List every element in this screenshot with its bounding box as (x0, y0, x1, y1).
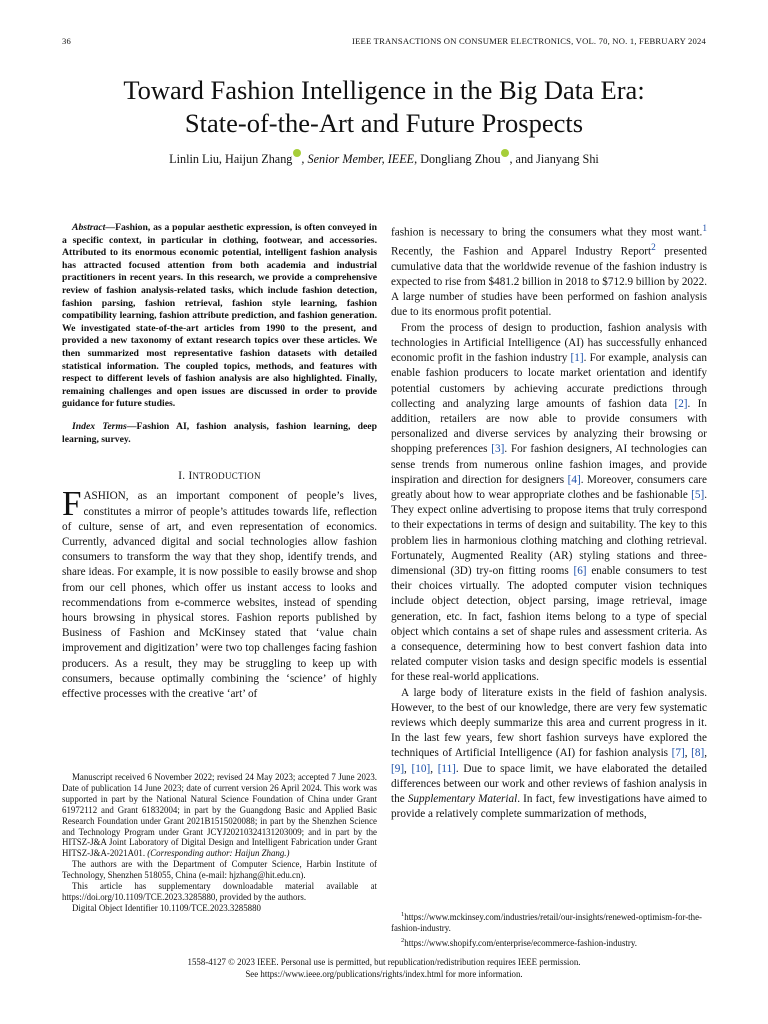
author-3: , and Jianyang Shi (509, 152, 599, 167)
citation-link[interactable]: [10] (411, 762, 431, 775)
index-terms (62, 421, 377, 446)
author-list (40, 150, 728, 167)
index-terms-text: —Fashion AI, fashion analysis, fashion learning, deep learning, survey. (62, 420, 377, 445)
citation-link[interactable]: [11] (437, 762, 456, 775)
footnote-ref-2[interactable]: 2 (651, 242, 656, 253)
title-line-1: Toward Fashion Intelligence in the Big Data Era: (123, 75, 645, 105)
affiliation-note: The authors are with the Department of Computer Science, Harbin Institute of Technology, Shenzhen 518055, China (e-mail: hjzhang@hit.edu.cn). (62, 859, 377, 881)
copyright-footer (40, 956, 728, 980)
citation-link[interactable]: [4] (567, 473, 581, 486)
citation-link[interactable]: [3] (491, 443, 505, 456)
right-column (391, 222, 707, 822)
intro-paragraph-1: FASHION, as an important component of people’s lives, constitutes a mirror of people’s attitudes towards life, reflection of culture, sense of art, and even representation of economics. Currently, advanced digital and social technologies allow fashion consumers to transform the way that they shop, identify trends, and share ideas. For example, it is now possible to easily browse and shop from our cell phones, which offer us instant access to looks and recommendations from e-commerce websites, instead of spending hours browsing in physical stores. Fashion reports published by Business of Fashion and McKinsey stated that ‘value chain improvement and digitization’ were two top challenges facing fashion producers. As a result, they may be struggling to keep up with consumers, because optimally combining the ‘science’ of highly effective processes with the creative ‘art’ of (62, 484, 377, 700)
citation-link[interactable]: [8] (691, 747, 705, 760)
footnote-url-1[interactable]: https://www.mckinsey.com/industries/retail/our-insights/renewed-optimism-for-the-fashion-industry. (391, 911, 702, 934)
author-2: , Dongliang Zhou (414, 152, 501, 167)
footnote-ref-1[interactable]: 1 (702, 224, 707, 234)
citation-link[interactable]: [5] (691, 488, 705, 501)
journal-name: IEEE TRANSACTIONS ON CONSUMER ELECTRONICS, VOL. 70, NO. 1, FEBRUARY 2024 (352, 36, 706, 46)
url-footnotes (391, 909, 707, 949)
supplementary-note: This article has supplementary downloadable material available at https://doi.org/10.1109/TCE.2023.3285880, provided by the authors. (62, 881, 377, 902)
footnote-2: $^2$https://www.shopify.com/enterprise/ecommerce-fashion-industry. (401, 936, 637, 948)
footnote-1: $^1$https://www.mckinsey.com/industries/retail/our-insights/renewed-optimism-for-the-fashion-industry. (391, 911, 702, 934)
citation-link[interactable]: [9] (391, 762, 405, 775)
doi-note: Digital Object Identifier 10.1109/TCE.2023.3285880 (72, 902, 261, 913)
rights-line: See https://www.ieee.org/publications/rights/index.html for more information. (245, 969, 523, 979)
paragraph: A large body of literature exists in the field of fashion analysis. However, to the best of our knowledge, there are very few systematic reviews which deeply summarize this area and current progress in it. In the last few years, few short fashion surveys have explored the techniques of Artificial Intelligence (AI) for fashion analysis [7], [8], [9], [10], [11]. Due to space limit, we have elaborated the detailed differences between our work and other reviews of fashion analysis in the Supplementary Material. In fact, few investigations have aimed to provide a relatively complete summarization of methods, (391, 686, 707, 821)
running-header (62, 36, 706, 48)
left-column (62, 222, 377, 702)
footnote-url-2[interactable]: https://www.shopify.com/enterprise/ecommerce-fashion-industry. (404, 937, 637, 948)
copyright-line: 1558-4127 © 2023 IEEE. Personal use is permitted, but republication/redistribution requires IEEE permission. (187, 957, 581, 967)
page-number: 36 (62, 36, 71, 46)
manuscript-note: Manuscript received 6 November 2022; revised 24 May 2023; accepted 7 June 2023. Date of publication 14 June 2023; date of current version 26 April 2024. This work was supported in part by the National Natural Science Foundation of China under Grant 61972112 and Grant 61832004; in part by the Guangdong Basic and Applied Basic Research Foundation under Grant 2021B1515020088; in part by the Shenzhen Science and Technology Program under Grant JCYJ20210324131203009; and in part by the HITSZ-J&A Joint Laboratory of Digital Design and Intelligent Fabrication under Grant HITSZ-J&A-2021A01. (Corresponding author: Haijun Zhang.) (62, 772, 377, 859)
abstract-label: Abstract (72, 222, 106, 233)
abstract-text: —Fashion, as a popular aesthetic expression, is often conveyed in a specific context, in particular in clothing, footwear, and accessories. Attributed to its enormous economic potential, intelligent fashion analysis has attracted focused attention from both academia and industrial practitioners in recent years. In this research, we provide a comprehensive review of fashion analysis-related tasks, which include fashion detection, fashion parsing, fashion retrieval, fashion style learning, fashion compatibility learning, fashion attribute prediction, and fashion generation. We investigated state-of-the-art articles from 1990 to the present, and provided a new taxonomy of extant research topics over these articles. We then summarized most representative fashion datasets with detailed statistical information. The coupled topics, methods, and features with respect to different levels of fashion analysis are also highlighted. Finally, remaining challenges and open issues are discussed in order to provide guidance for future studies. (62, 222, 377, 410)
title-line-2: State-of-the-Art and Future Prospects (184, 108, 584, 138)
drop-cap: F (62, 484, 82, 524)
citation-link[interactable]: [7] (671, 747, 685, 760)
section-heading: I. INTRODUCTION (178, 470, 261, 483)
author-1: Linlin Liu, Haijun Zhang (169, 152, 293, 167)
author-1-role: , Senior Member, IEEE (301, 152, 415, 167)
footnotes-first-page (62, 772, 377, 914)
citation-link[interactable]: [1] (570, 352, 584, 365)
index-terms-label: Index Terms (72, 420, 127, 432)
citation-link[interactable]: [6] (573, 564, 587, 577)
paragraph: From the process of design to production, fashion analysis with technologies in Artificial Intelligence (AI) has successfully enhanced economic profit in the fashion industry [1]. For example, analysis can enable fashion producers to locate market orientation and identify potential customers by achieving accurate predictions through collecting and analyzing large amounts of fashion data [2]. In addition, retailers are now able to provide consumers with personalized and diverse services by analyzing their browsing or shopping preferences [3]. For fashion designers, AI technologies can sense trends from numerous online fashion images, and provide inspiration and direction for designers [4]. Moreover, consumers care greatly about how to wear appropriate clothes and be fashionable [5]. They expect online advertising to propose items that truly correspond to their expectations in terms of design and suitability. The key to this problem lies in harmonious clothing matching and clothing retrieval. Fortunately, Augmented Reality (AR) styling stations and three-dimensional (3D) try-on fitting rooms [6] enable consumers to test their choices virtually. The adopted computer vision techniques include object detection, object parsing, image retrieval, image generation, etc. In fact, fashion items belong to a type of special object which contains a set of shape rules and assessment criteria. As a consequence, determining how to best convert fashion data into related computer vision tasks and design specific models is essential for these real-world applications. (391, 321, 707, 684)
abstract (62, 222, 377, 411)
citation-link[interactable]: [2] (674, 397, 688, 410)
paper-title (40, 74, 728, 140)
paragraph: fashion is necessary to bring the consumers what they most want.$^1$ Recently, the Fashion and Apparel Industry Report$^2$ presented cumulative data that the worldwide revenue of the fashion industry is expected to rise from $481.2 billion in 2018 to $712.9 billion by 2022. A large number of studies have been performed on fashion analysis due to its enormous profit potential. (391, 224, 708, 319)
